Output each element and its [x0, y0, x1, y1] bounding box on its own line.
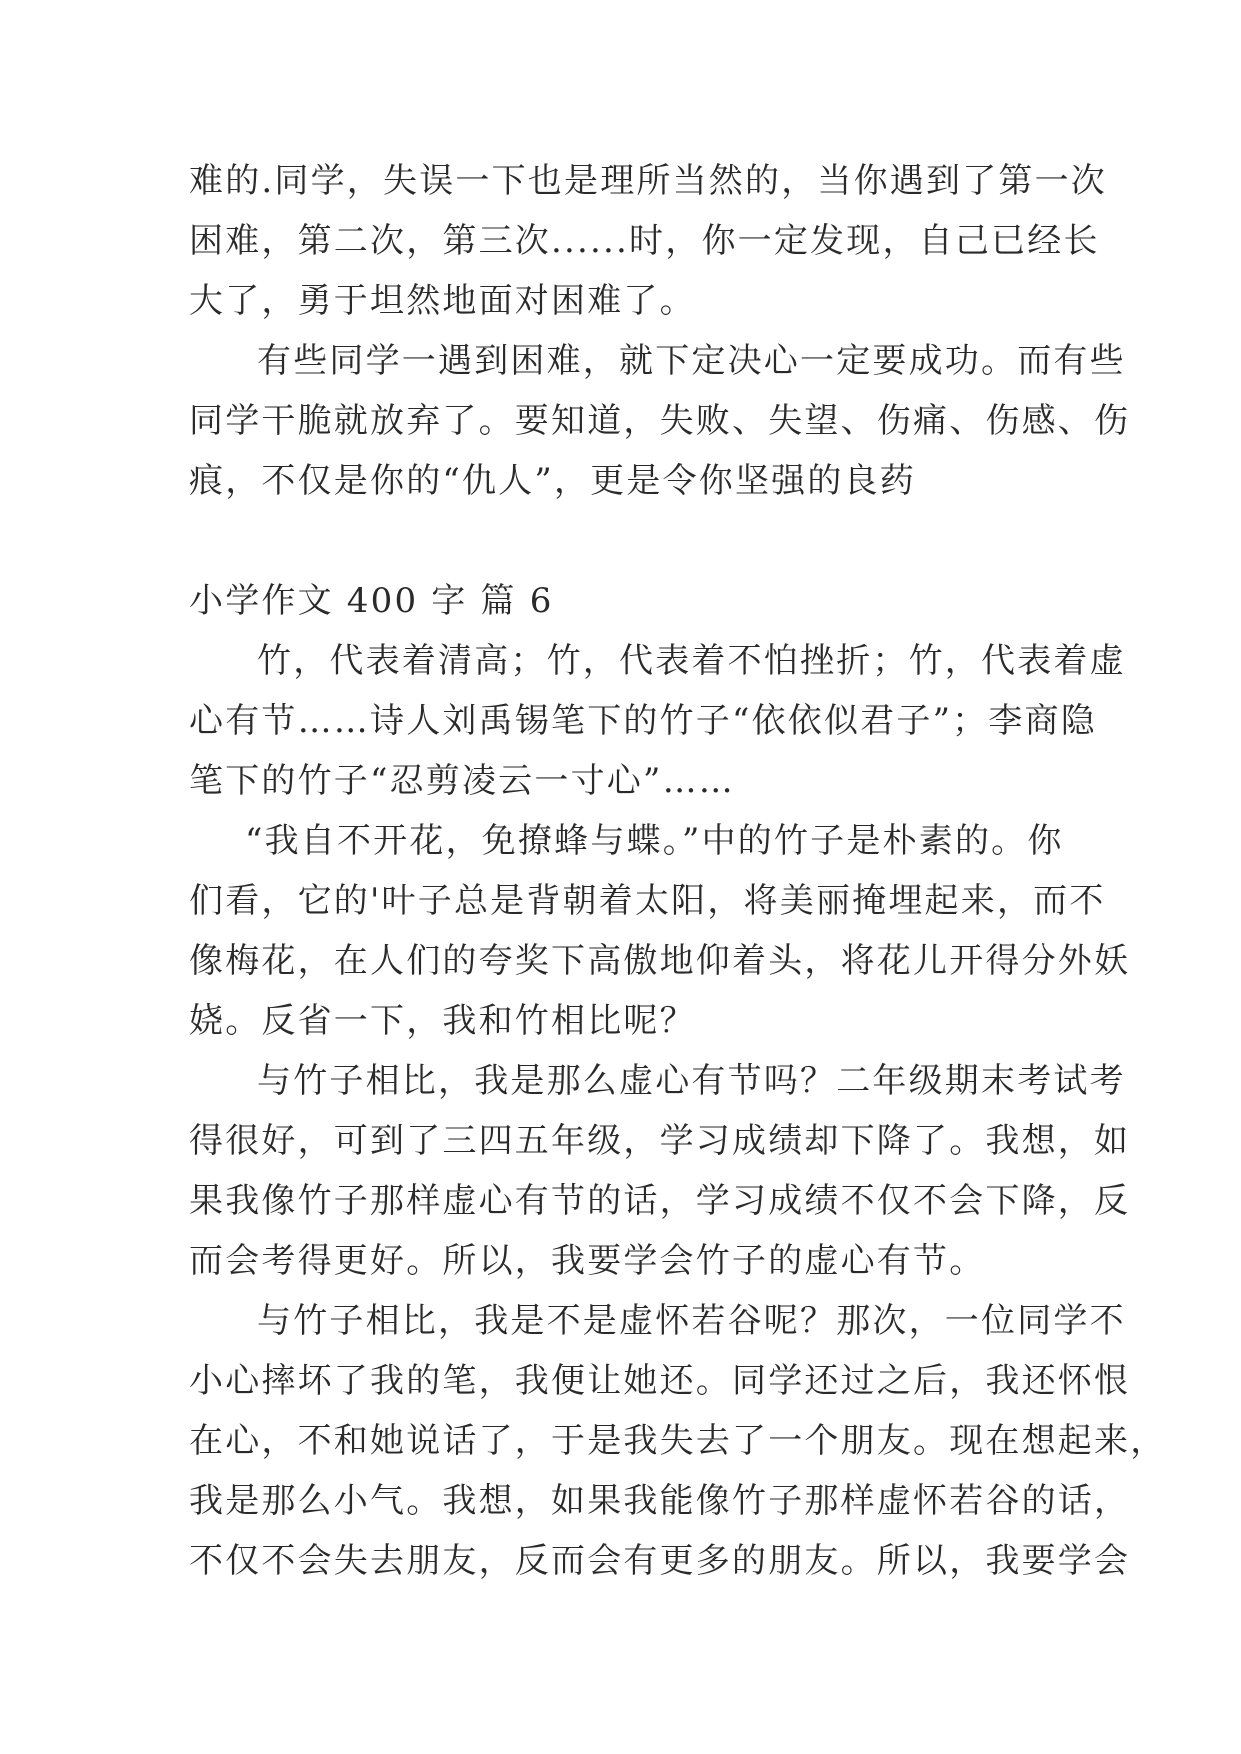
text-line: 果我像竹子那样虚心有节的话，学习成绩不仅不会下降，反 [189, 1181, 1131, 1221]
text-line: 与竹子相比，我是那么虚心有节吗？二年级期末考试考 [257, 1061, 1126, 1101]
text-line: 大了，勇于坦然地面对困难了。 [189, 281, 696, 321]
text-line: 同学干脆就放弃了。要知道，失败、失望、伤痛、伤感、伤 [189, 401, 1131, 441]
text-line: 有些同学一遇到困难，就下定决心一定要成功。而有些 [257, 341, 1126, 381]
text-line: 得很好，可到了三四五年级，学习成绩却下降了。我想，如 [189, 1121, 1131, 1161]
text-line: 像梅花，在人们的夸奖下高傲地仰着头，将花儿开得分外妖 [189, 941, 1131, 981]
paragraph-5 [189, 1051, 1131, 1291]
text-line: 们看，它的'叶子总是背朝着太阳，将美丽掩埋起来，而不 [189, 881, 1106, 921]
document-body [189, 151, 1167, 1591]
text-line: 笔下的竹子“忍剪凌云一寸心”…… [189, 761, 735, 801]
paragraph-4 [189, 811, 1131, 1051]
text-line: 心有节……诗人刘禹锡笔下的竹子“依依似君子”；李商隐 [189, 701, 1097, 741]
text-line: “我自不开花，免撩蜂与蝶。”中的竹子是朴素的。你 [245, 821, 1064, 861]
paragraph-3 [189, 631, 1126, 811]
text-line: 而会考得更好。所以，我要学会竹子的虚心有节。 [189, 1241, 986, 1281]
paragraph-1 [189, 151, 1108, 331]
text-line: 与竹子相比，我是不是虚怀若谷呢？那次，一位同学不 [257, 1301, 1126, 1341]
text-line: 痕，不仅是你的“仇人”，更是令你坚强的良药 [189, 461, 916, 501]
paragraph-2 [189, 331, 1131, 511]
paragraph-6 [189, 1291, 1167, 1591]
text-line: 难的.同学，失误一下也是理所当然的，当你遇到了第一次 [189, 161, 1108, 201]
text-line: 竹，代表着清高；竹，代表着不怕挫折；竹，代表着虚 [257, 641, 1126, 681]
text-line: 娆。反省一下，我和竹相比呢？ [189, 1001, 696, 1041]
text-line: 困难，第二次，第三次......时，你一定发现，自己已经长 [189, 221, 1100, 261]
text-line: 我是那么小气。我想，如果我能像竹子那样虚怀若谷的话， [189, 1481, 1131, 1521]
section-gap [189, 511, 1053, 571]
section-heading: 小学作文 400 字 篇 6 [189, 581, 554, 621]
text-line: 在心，不和她说话了，于是我失去了一个朋友。现在想起来， [189, 1421, 1167, 1461]
text-line: 不仅不会失去朋友，反而会有更多的朋友。所以，我要学会 [189, 1541, 1131, 1581]
text-line: 小心摔坏了我的笔，我便让她还。同学还过之后，我还怀恨 [189, 1361, 1131, 1401]
